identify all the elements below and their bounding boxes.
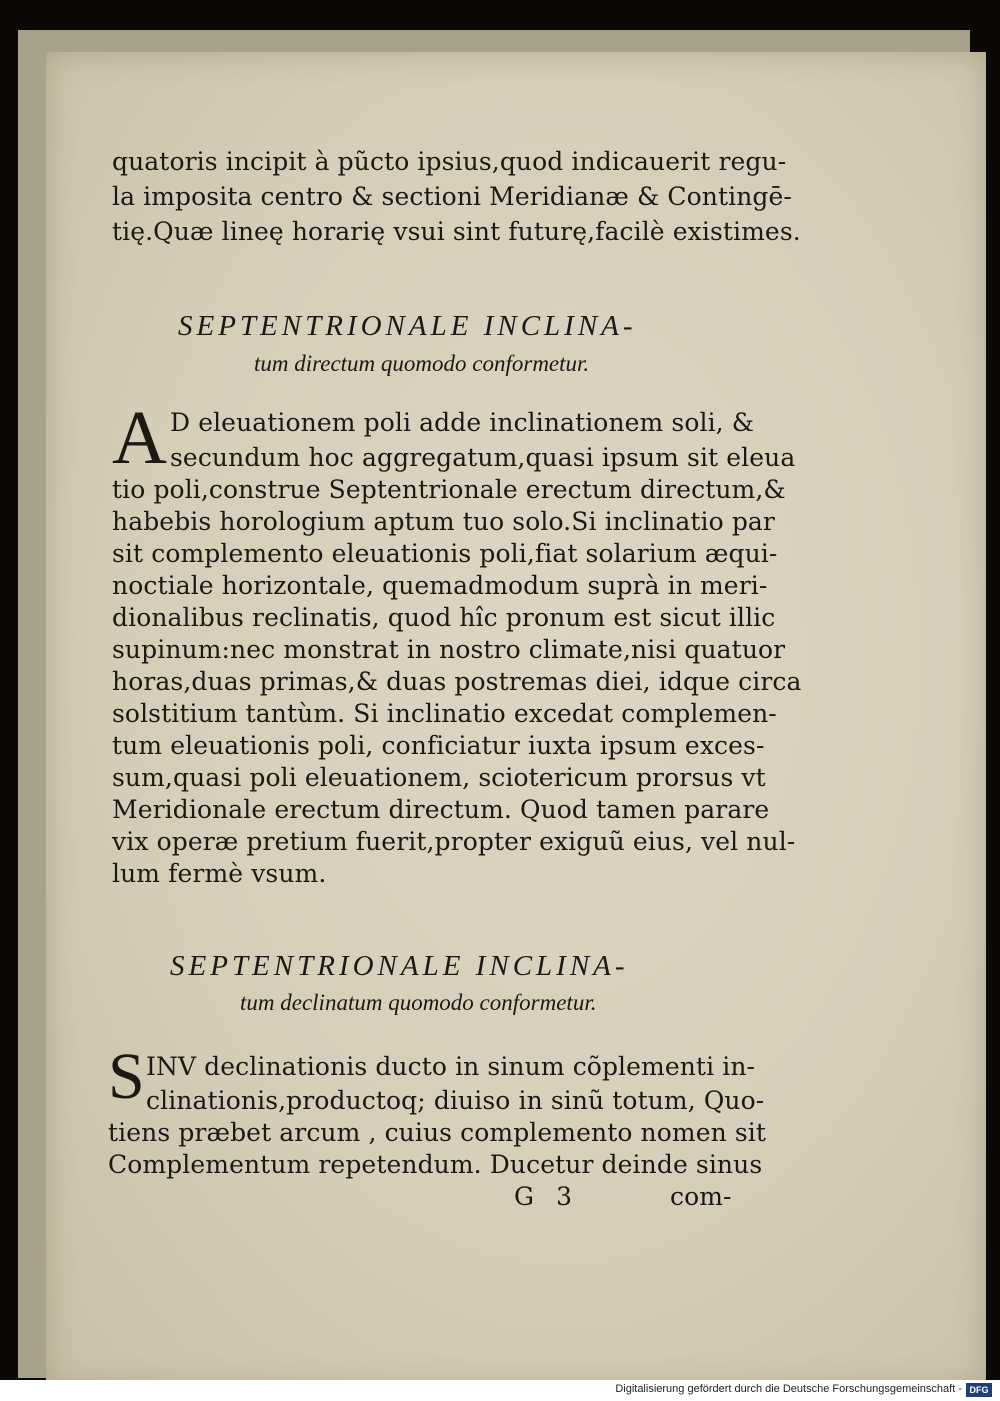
drop-cap: S <box>108 1040 145 1113</box>
body-line: supinum:nec monstrat in nostro climate,nisi quatuor <box>112 635 786 664</box>
body-line: horas,duas primas,& duas postremas diei, idque circa <box>112 667 802 696</box>
body-line: tio poli,construe Septentrionale erectum directum,& <box>112 475 786 504</box>
page-paper <box>46 52 986 1388</box>
body-line: sit complemento eleuationis poli,fiat solarium æqui- <box>112 539 778 568</box>
body-line: sum,quasi poli eleuationem, sciotericum prorsus vt <box>112 763 766 792</box>
body-line: solstitium tantùm. Si inclinatio excedat complemen- <box>112 699 777 728</box>
body-line: INV declinationis ducto in sinum cõplementi in- <box>146 1052 756 1081</box>
credit-text: Digitalisierung gefördert durch die Deutsche Forschungsgemeinschaft - <box>615 1383 962 1395</box>
body-line: vix operæ pretium fuerit,propter exiguũ eius, vel nul- <box>112 827 796 856</box>
body-line: habebis horologium aptum tuo solo.Si inclinatio par <box>112 507 775 536</box>
body-line: dionalibus reclinatis, quod hîc pronum est sicut illic <box>112 603 776 632</box>
catchword: com- <box>670 1182 732 1211</box>
body-line: noctiale horizontale, quemadmodum suprà in meri- <box>112 571 768 600</box>
body-line: Meridionale erectum directum. Quod tamen parare <box>112 795 770 824</box>
body-line: tum eleuationis poli, conficiatur iuxta ipsum exces- <box>112 731 765 760</box>
body-line: clinationis,productoq; diuiso in sinũ totum, Quo- <box>146 1086 765 1115</box>
body-line: D eleuationem poli adde inclinationem soli, & <box>170 408 755 437</box>
body-line: Complementum repetendum. Ducetur deinde sinus <box>108 1150 763 1179</box>
section-heading: SEPTENTRIONALE INCLINA- <box>178 310 637 342</box>
body-line: secundum hoc aggregatum,quasi ipsum sit eleua <box>170 443 796 472</box>
section-subheading: tum directum quomodo conformetur. <box>254 351 590 376</box>
body-line: la imposita centro & sectioni Meridianæ & Contingē- <box>112 182 792 211</box>
body-line: tię.Quæ lineę horarię vsui sint futurę,facilè existimes. <box>112 217 801 246</box>
drop-cap: A <box>112 396 167 480</box>
section-heading: SEPTENTRIONALE INCLINA- <box>170 950 629 982</box>
signature-mark: G 3 <box>514 1182 573 1211</box>
section-subheading: tum declinatum quomodo conformetur. <box>240 990 597 1015</box>
body-line: quatoris incipit à pũcto ipsius,quod indicauerit regu- <box>112 147 787 176</box>
body-line: lum fermè vsum. <box>112 859 327 888</box>
dfg-logo[interactable]: DFG <box>966 1383 992 1397</box>
credit-bar <box>0 1380 1000 1401</box>
body-line: tiens præbet arcum , cuius complemento nomen sit <box>108 1118 767 1147</box>
page-leaf <box>18 30 970 1378</box>
